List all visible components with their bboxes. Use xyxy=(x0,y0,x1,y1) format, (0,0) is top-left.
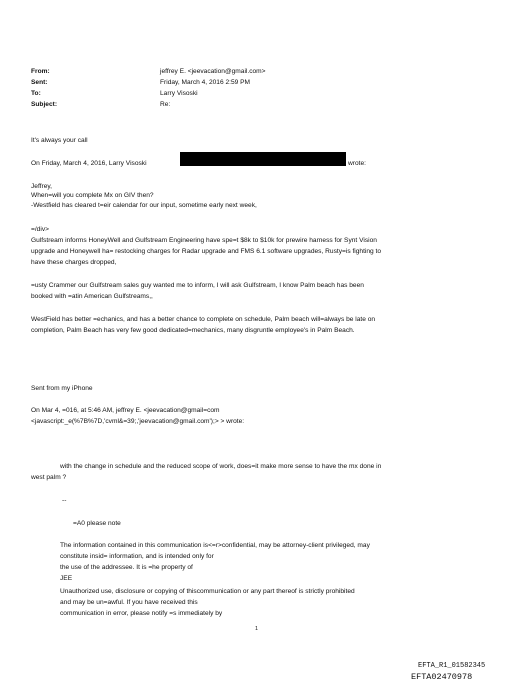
bates-number-1: EFTA_R1_01582345 xyxy=(418,662,486,670)
div-tag-line: =/div> xyxy=(31,226,49,233)
inner-line1: with the change in schedule and the reduced scope of work, does=it make more sense to have the mx done in xyxy=(60,463,382,470)
from-label: From: xyxy=(31,68,50,75)
conf-line6: and may be un=awful. If you have received this xyxy=(60,599,198,606)
para1-line3: have these charges dropped, xyxy=(31,259,117,266)
from-value: jeffrey E. <jeevacation@gmail.com> xyxy=(160,68,266,75)
greeting: Jeffrey, xyxy=(31,183,53,190)
conf-line1: The information contained in this communication is<=r>confidential, may be attorney-client privileged, may xyxy=(60,542,370,549)
conf-line7: communication in error, please notify =s immediately by xyxy=(60,610,223,617)
para1-line2: upgrade and Honeywell ha= restocking charges for Radar upgrade and FMS 6.1 software upgrades, Rusty=is fighting to xyxy=(31,248,382,255)
conf-line2: constitute insid= information, and is intended only for xyxy=(60,553,214,560)
a0-note: =A0 please note xyxy=(73,520,121,527)
redaction-box xyxy=(180,152,346,166)
signature-dashes: -- xyxy=(62,497,67,504)
on-mar4-line1: On Mar 4, =016, at 5:46 AM, jeffrey E. <jeevacation@gmail=com xyxy=(31,407,220,414)
subject-label: Subject: xyxy=(31,101,58,108)
para1-line1: Gulfstream informs HoneyWell and Gulfstream Engineering have spe=t $8k to $10k for prewire harness for Synt Vision xyxy=(31,237,377,244)
question-line: When=will you complete Mx on GIV then? xyxy=(31,192,154,199)
on-mar4-line2: <javascript:_e(%7B%7D,'cvml&=39;,'jeevacation@gmail.com');> > wrote: xyxy=(31,418,245,425)
conf-line5: Unauthorized use, disclosure or copying of thiscommunication or any part thereof is strictly prohibited xyxy=(60,588,355,595)
sent-from-iphone: Sent from my iPhone xyxy=(31,385,93,392)
quote-intro-wrote: wrote: xyxy=(348,160,366,167)
sent-value: Friday, March 4, 2016 2:59 PM xyxy=(160,79,251,86)
page-number: 1 xyxy=(255,626,259,632)
subject-value: Re: xyxy=(160,101,171,108)
bates-number-2: EFTA02470978 xyxy=(411,672,473,682)
conf-line4: JEE xyxy=(60,575,73,582)
quote-intro: On Friday, March 4, 2016, Larry Visoski xyxy=(31,160,147,167)
to-label: To: xyxy=(31,90,41,97)
para2-line1: =usty Crammer our Gulfstream sales guy wanted me to inform, I will ask Gulfstream, I know Palm beach has been xyxy=(31,282,364,289)
para2-line2: booked with =atin American Gulfstreams,, xyxy=(31,293,153,300)
to-value: Larry Visoski xyxy=(160,90,198,97)
reply-text: It's always your call xyxy=(31,137,88,144)
inner-line2: west palm ? xyxy=(31,474,67,481)
conf-line3: the use of the addressee. It is =he property of xyxy=(60,564,193,571)
westfield-note: -Westfield has cleared t=eir calendar for our input, sometime early next week, xyxy=(31,202,257,209)
para3-line1: WestField has better =echanics, and has a better chance to complete on schedule, Palm beach will=always be late on xyxy=(31,316,376,323)
sent-label: Sent: xyxy=(31,79,48,86)
para3-line2: completion, Palm Beach has very few good dedicated=mechanics, many disgruntle employee's in Palm Beach. xyxy=(31,327,355,334)
